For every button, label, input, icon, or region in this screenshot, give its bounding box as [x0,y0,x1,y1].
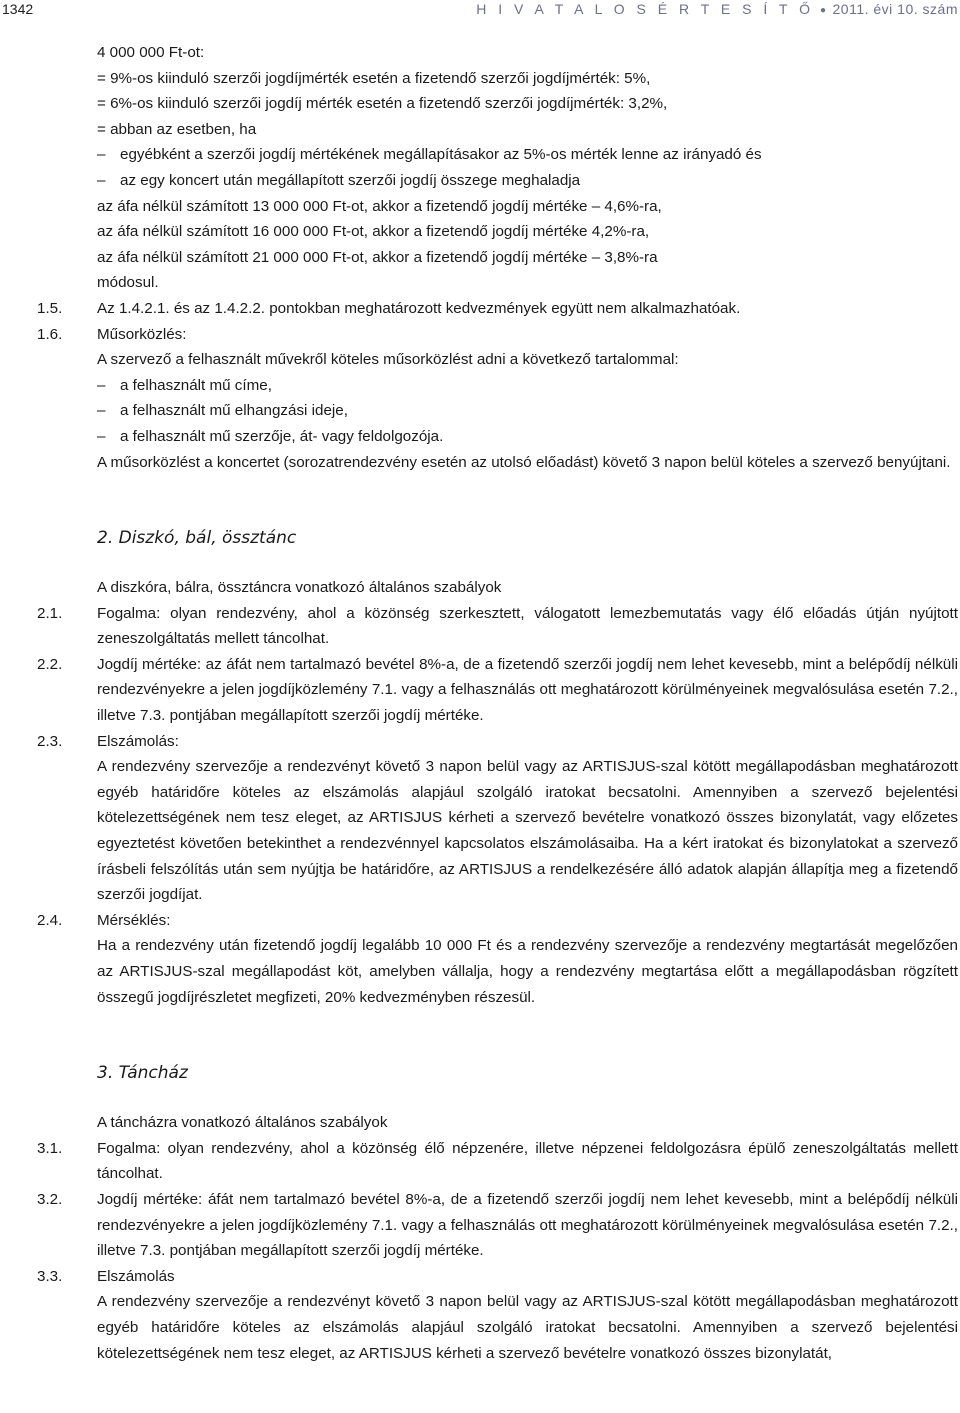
intro-line: módosul. [97,274,159,292]
paragraph-text: Fogalma: olyan rendezvény, ahol a közönség élő népzenére, illetve népzenei feldolgozásra épülő zeneszolgáltatás mellett táncolhat. [97,1139,958,1183]
intro-line: = 6%-os kiinduló szerzői jogdíj mérték esetén a fizetendő szerzői jogdíjmérték: 3,2%, [97,95,668,113]
paragraph-number: 2.1. [37,604,63,622]
intro-line: = abban az esetben, ha [97,120,257,138]
paragraph-number: 3.3. [37,1267,63,1285]
paragraph-number: 1.6. [37,325,63,343]
intro-line: az áfa nélkül számított 21 000 000 Ft-ot, akkor a fizetendő jogdíj mértéke – 3,8%-ra [97,248,658,266]
intro-line: 4 000 000 Ft-ot: [97,44,205,61]
section-title: 3. Táncház [97,1063,188,1084]
paragraph-text: Fogalma: olyan rendezvény, ahol a közönség szerkesztett, válogatott lemezbemutatás vagy élő előadás útján nyújtott zeneszolgáltatás mellett táncolhat. [97,604,958,648]
issue-label: 2011. évi 10. szám [832,1,958,17]
paragraph-3-2 [0,1187,960,1264]
paragraph-number: 2.2. [37,655,63,673]
dash-item: – egyébként a szerzői jogdíj mértékének megállapításakor az 5%-os mérték lenne az irányadó és [0,142,960,168]
paragraph-text: Az 1.4.2.1. és az 1.4.2.2. pontokban meghatározott kedvezmények együtt nem alkalmazhatóak. [97,299,741,317]
paragraph-2-1 [0,601,960,652]
intro-line: = 9%-os kiinduló szerzői jogdíjmérték esetén a fizetendő szerzői jogdíjmérték: 5%, [97,69,651,87]
page-number: 1342 [2,1,34,17]
section-title: 2. Diszkó, bál, össztánc [97,528,297,549]
paragraph-2-3 [0,729,960,755]
dash-item: – a felhasznált mű címe, [0,373,960,399]
journal-info [476,0,958,21]
paragraph-title: Elszámolás: [97,732,179,750]
paragraph-2-2 [0,652,960,729]
paragraph-2-4 [0,908,960,934]
paragraph-text: A rendezvény szervezője a rendezvényt követő 3 napon belül vagy az ARTISJUS-szal kötött megállapodásban meghatározott egyéb határidőre köteles az elszámolás alapjául szolgáló iratokat becsatolni. Amennyiben a szervező bejelentési kötelezettségének nem tesz eleget, az ARTISJUS kérheti a szervező bevételre vonatkozó összes bizonylatát, vagy előzetes egyeztetést követően betekinthet a rendezvénnyel kapcsolatos elszámolásaiba. Ha a kért iratokat és bizonylatokat a szervező írásbeli felszólítás után sem nyújtja be határidőre, az ARTISJUS a rendelkezésére álló adatok alapján állapítja meg a fizetendő szerzői jogdíjat. [97,758,958,904]
journal-title: H I V A T A L O S É R T E S Í T Ő [476,1,814,17]
page-header [0,0,960,22]
bullet-icon: ● [819,5,827,16]
dash-item: – az egy koncert után megállapított szerzői jogdíj összege meghaladja [0,168,960,194]
dash-item: – a felhasznált mű szerzője, át- vagy feldolgozója. [0,424,960,450]
paragraph-title: Műsorközlés: [97,325,187,343]
paragraph-number: 2.4. [37,911,63,929]
paragraph-text: A rendezvény szervezője a rendezvényt követő 3 napon belül vagy az ARTISJUS-szal kötött megállapodásban meghatározott egyéb határidőre köteles az elszámolás alapjául szolgáló iratokat becsatolni. Amennyiben a szervező bejelentési kötelezettségének nem tesz eleget, az ARTISJUS kérheti a szervező bevételre vonatkozó összes bizonylatát, [97,1293,958,1362]
paragraph-title: Mérséklés: [97,911,171,929]
intro-line: az áfa nélkül számított 16 000 000 Ft-ot, akkor a fizetendő jogdíj mértéke 4,2%-ra, [97,223,650,241]
section-subtitle: A diszkóra, bálra, össztáncra vonatkozó általános szabályok [97,579,502,597]
document-body [0,40,960,1366]
paragraph-3-1 [0,1136,960,1187]
section-subtitle: A táncházra vonatkozó általános szabályok [97,1114,388,1132]
intro-line: az áfa nélkül számított 13 000 000 Ft-ot, akkor a fizetendő jogdíj mértéke – 4,6%-ra, [97,197,662,215]
paragraph-text: Jogdíj mértéke: áfát nem tartalmazó bevétel 8%-a, de a fizetendő szerzői jogdíj nem lehet kevesebb, mint a belépődíj nélküli rendezvényekre a jelen jogdíjközlemény 7.1. vagy a felhasználás ott meghatározott körülményeinek megvalósulása esetén 7.2., illetve 7.3. pontjában megállapított szerzői jogdíj mértéke. [97,1190,958,1260]
paragraph-number: 3.1. [37,1139,63,1157]
dash-item: – a felhasznált mű elhangzási ideje, [0,398,960,424]
paragraph-title: Elszámolás [97,1267,175,1285]
paragraph-1-5 [0,296,960,322]
paragraph-1-6 [0,322,960,348]
paragraph-number: 3.2. [37,1190,63,1208]
paragraph-text: A szervező a felhasznált művekről köteles műsorközlést adni a következő tartalommal: [97,351,679,369]
paragraph-text: Jogdíj mértéke: az áfát nem tartalmazó bevétel 8%-a, de a fizetendő szerzői jogdíj nem lehet kevesebb, mint a belépődíj nélküli rendezvényekre a jelen jogdíjközlemény 7.1. vagy a felhasználás ott meghatározott körülményeinek megvalósulása esetén 7.2., illetve 7.3. pontjában megállapított szerzői jogdíj mértéke. [97,655,958,725]
paragraph-number: 1.5. [37,299,63,317]
paragraph-text: Ha a rendezvény után fizetendő jogdíj legalább 10 000 Ft és a rendezvény szervezője a rendezvény megtartását megelőzően az ARTISJUS-szal megállapodást köt, amelyben vállalja, hogy a rendezvény megtartása előtt a megállapodásban rögzített összegű jogdíjrészletet megfizeti, 20% kedvezményben részesül. [97,937,958,1006]
paragraph-text: A műsorközlést a koncertet (sorozatrendezvény esetén az utolsó előadást) követő 3 napon belül köteles a szervező benyújtani. [97,453,951,471]
paragraph-number: 2.3. [37,732,63,750]
paragraph-3-3 [0,1264,960,1290]
